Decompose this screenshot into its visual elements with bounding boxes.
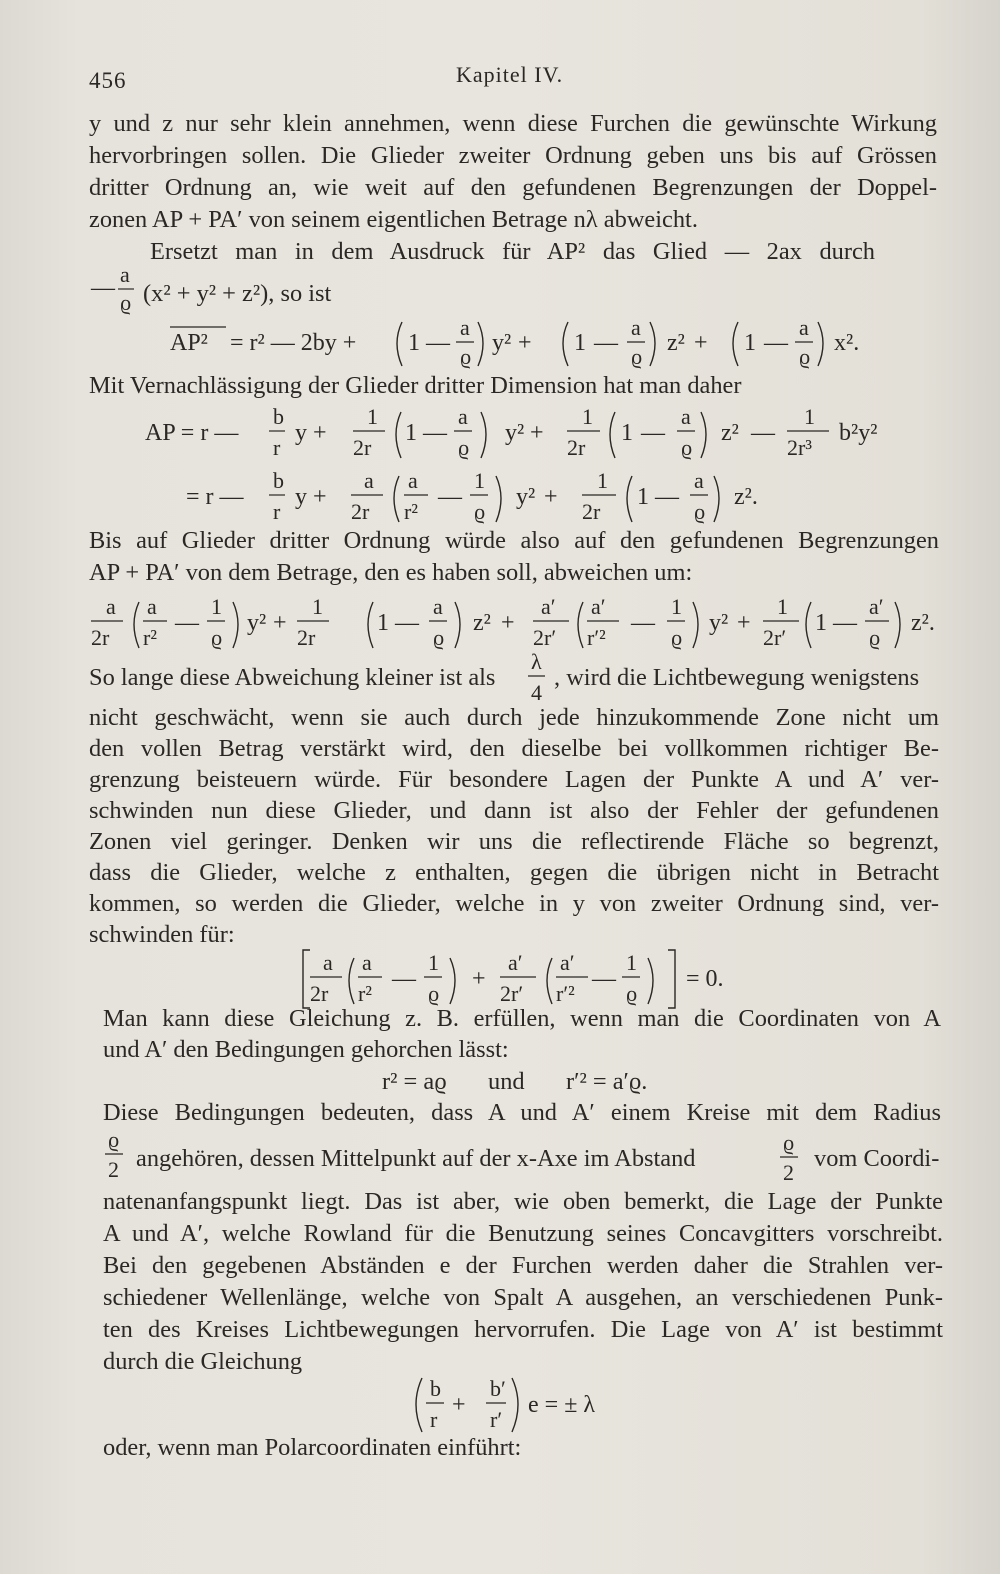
math-symbol: + xyxy=(472,966,486,992)
text-line: Man kann diese Gleichung z. B. erfüllen, wenn man die Coordinaten von A xyxy=(103,1005,941,1032)
math-symbol: 1 xyxy=(621,420,633,446)
math-symbol: ϱ xyxy=(460,344,472,369)
math-symbol: AP = r — xyxy=(145,420,239,446)
math-symbol: 2r′ xyxy=(533,625,557,650)
math-symbol: — xyxy=(641,420,665,446)
math-symbol: a xyxy=(408,468,418,493)
math-symbol: ϱ xyxy=(474,499,486,524)
math-symbol: 1 xyxy=(626,950,637,975)
math-symbol: 1 xyxy=(744,330,756,356)
math-symbol: — xyxy=(423,420,447,446)
math-symbol: ϱ xyxy=(120,290,132,315)
math-symbol: 2r xyxy=(353,435,372,460)
math-symbol: a xyxy=(364,468,374,493)
page-number: 456 xyxy=(89,68,127,93)
condition-und: und xyxy=(488,1068,525,1095)
math-symbol: a xyxy=(799,315,809,340)
text-line: nicht geschwächt, wenn sie auch durch jede hinzukommende Zone nicht um xyxy=(89,704,939,731)
text-line: den vollen Betrag verstärkt wird, den dieselbe bei vollkommen richtiger Be- xyxy=(89,735,939,762)
math-symbol: = r — xyxy=(186,484,244,510)
math-symbol: + xyxy=(452,1392,466,1418)
math-symbol: ϱ xyxy=(626,981,638,1006)
math-symbol: a′ xyxy=(541,594,556,619)
math-symbol: + xyxy=(501,610,515,636)
math-symbol: a xyxy=(460,315,470,340)
math-symbol: 1 xyxy=(312,594,323,619)
math-symbol: r² xyxy=(143,625,157,650)
math-symbol: — xyxy=(655,484,679,510)
math-symbol: a′ xyxy=(508,950,523,975)
math-symbol: y² xyxy=(505,420,525,446)
fraction-rho-half-2 xyxy=(778,1128,804,1193)
text-line: durch die Gleichung xyxy=(103,1348,303,1375)
math-symbol: r² xyxy=(404,499,418,524)
text-line: dass die Glieder, welche z enthalten, gegen die übrigen nicht in Betracht xyxy=(89,859,939,886)
math-symbol: 2r³ xyxy=(787,435,812,460)
inline-fraction xyxy=(89,262,149,330)
text-line: y und z nur sehr klein annehmen, wenn diese Furchen die gewünschte Wirkung xyxy=(89,110,937,137)
math-symbol: AP² xyxy=(170,330,208,356)
math-symbol: 2r xyxy=(582,499,601,524)
math-symbol: r′ xyxy=(490,1407,503,1432)
math-symbol: λ xyxy=(531,649,542,674)
math-symbol: z². xyxy=(734,484,758,510)
text-line: (x² + y² + z²), so ist xyxy=(143,280,332,307)
math-symbol: 1 xyxy=(428,950,439,975)
math-symbol: — xyxy=(91,275,115,301)
text-line: schiedener Wellenlänge, welche von Spalt A ausgehen, an verschiedenen Punk- xyxy=(103,1284,943,1311)
math-symbol: + xyxy=(313,420,327,446)
math-symbol: r xyxy=(273,499,281,524)
math-symbol: y xyxy=(295,420,307,446)
math-symbol: z² xyxy=(473,610,491,636)
math-symbol: 1 xyxy=(777,594,788,619)
math-symbol: r² xyxy=(358,981,372,1006)
math-symbol: 2 xyxy=(783,1160,794,1185)
math-symbol: y² xyxy=(516,484,536,510)
math-symbol: 1 xyxy=(582,404,593,429)
math-symbol: e = ± λ xyxy=(528,1392,595,1418)
math-symbol: 2r′ xyxy=(763,625,787,650)
math-symbol: ϱ xyxy=(869,625,881,650)
text-line: A und A′, welche Rowland für die Benutzung seines Concavgitters vorschreibt. xyxy=(103,1220,943,1247)
fraction-rho-half xyxy=(103,1125,129,1190)
math-symbol: — xyxy=(426,330,450,356)
math-symbol: z² xyxy=(667,330,685,356)
math-symbol: + xyxy=(530,420,544,446)
text-line: grenzung beisteuern würde. Für besondere Lagen der Punkte A und A′ ver- xyxy=(89,766,939,793)
math-symbol: + xyxy=(694,330,708,356)
math-symbol: 1 xyxy=(211,594,222,619)
math-symbol: 1 xyxy=(377,610,389,636)
math-symbol: ϱ xyxy=(799,344,811,369)
text-line: Diese Bedingungen bedeuten, dass A und A′ einem Kreise mit dem Radius xyxy=(103,1099,941,1126)
math-symbol: — xyxy=(395,610,419,636)
text-line: Bis auf Glieder dritter Ordnung würde also auf den gefundenen Begrenzungen xyxy=(89,527,939,554)
equation-ap-expansion-1 xyxy=(145,400,925,473)
text-line: ten des Kreises Lichtbewegungen hervorrufen. Die Lage von A′ ist bestimmt xyxy=(103,1316,943,1343)
math-symbol: + xyxy=(313,484,327,510)
math-symbol: y² xyxy=(247,610,267,636)
math-symbol: 1 xyxy=(597,468,608,493)
math-symbol: 2r′ xyxy=(500,981,524,1006)
math-symbol: 1 xyxy=(474,468,485,493)
running-title: Kapitel IV. xyxy=(456,62,564,87)
math-symbol: 1 xyxy=(574,330,586,356)
fraction-lambda-quarter xyxy=(526,645,550,710)
math-symbol: = r² — 2by + xyxy=(230,330,357,356)
math-symbol: 2r xyxy=(567,435,586,460)
math-symbol: a xyxy=(362,950,372,975)
math-symbol: r′² xyxy=(556,981,575,1006)
math-symbol: y xyxy=(295,484,307,510)
text-line: kommen, so werden die Glieder, welche in y von zweiter Ordnung sind, ver- xyxy=(89,890,939,917)
math-symbol: ϱ xyxy=(671,625,683,650)
math-symbol: ϱ xyxy=(211,625,223,650)
math-symbol: b xyxy=(273,404,284,429)
text-line: Zonen viel geringer. Denken wir uns die reflectirende Fläche so begrenzt, xyxy=(89,828,939,855)
math-symbol: = 0. xyxy=(686,966,724,992)
math-symbol: a′ xyxy=(869,594,884,619)
math-symbol: 1 xyxy=(405,420,417,446)
math-symbol: — xyxy=(833,610,857,636)
text-line: angehören, dessen Mittelpunkt auf der x-Axe im Abstand xyxy=(136,1145,696,1172)
text-line: hervorbringen sollen. Die Glieder zweiter Ordnung geben uns bis auf Grössen xyxy=(89,142,937,169)
math-symbol: 2r xyxy=(310,981,329,1006)
text-line: oder, wenn man Polarcoordinaten einführt: xyxy=(103,1434,522,1461)
math-symbol: + xyxy=(518,330,532,356)
math-symbol: y² xyxy=(709,610,729,636)
math-symbol: a xyxy=(323,950,333,975)
math-symbol: 1 xyxy=(804,404,815,429)
math-symbol: — xyxy=(592,966,616,992)
math-symbol: + xyxy=(544,484,558,510)
math-symbol: 4 xyxy=(531,680,542,705)
math-symbol: 2 xyxy=(108,1157,119,1182)
math-symbol: ϱ xyxy=(694,499,706,524)
math-symbol: r xyxy=(430,1407,438,1432)
condition-right: r′² = a′ϱ. xyxy=(566,1068,648,1095)
math-symbol: 2r xyxy=(91,625,110,650)
math-symbol: ϱ xyxy=(428,981,440,1006)
text-line: dritter Ordnung an, wie weit auf den gefundenen Begrenzungen der Doppel- xyxy=(89,174,937,201)
math-symbol: r xyxy=(273,435,281,460)
math-symbol: a xyxy=(681,404,691,429)
math-symbol: 1 xyxy=(671,594,682,619)
math-symbol: a xyxy=(433,594,443,619)
condition-left: r² = aϱ xyxy=(382,1068,447,1095)
math-symbol: — xyxy=(392,966,416,992)
math-symbol: — xyxy=(175,610,199,636)
math-symbol: b xyxy=(430,1376,441,1401)
math-symbol: 1 xyxy=(815,610,827,636)
math-symbol: ϱ xyxy=(681,435,693,460)
math-symbol: a xyxy=(631,315,641,340)
math-symbol: z². xyxy=(911,610,935,636)
math-symbol: + xyxy=(273,610,287,636)
math-symbol: a xyxy=(458,404,468,429)
math-symbol: a xyxy=(106,594,116,619)
text-line: , wird die Lichtbewegung wenigstens xyxy=(554,664,920,691)
math-symbol: y² xyxy=(492,330,512,356)
math-symbol: r′² xyxy=(587,625,606,650)
math-symbol: ϱ xyxy=(108,1127,120,1152)
text-line: schwinden für: xyxy=(89,921,235,948)
math-symbol: 1 xyxy=(367,404,378,429)
math-symbol: ϱ xyxy=(631,344,643,369)
equation-ap-squared xyxy=(170,310,870,380)
text-line: zonen AP + PA′ von seinem eigentlichen Betrage nλ abweicht. xyxy=(89,206,698,233)
math-symbol: x². xyxy=(834,330,860,356)
math-symbol: — xyxy=(751,420,775,446)
text-line: vom Coordi- xyxy=(814,1145,940,1172)
text-line: Mit Vernachlässigung der Glieder dritter Dimension hat man daher xyxy=(89,372,742,399)
text-line: schwinden nun diese Glieder, und dann ist also der Fehler der gefundenen xyxy=(89,797,939,824)
math-symbol: ϱ xyxy=(783,1130,795,1155)
math-symbol: — xyxy=(438,484,462,510)
math-symbol: — xyxy=(631,610,655,636)
math-symbol: + xyxy=(737,610,751,636)
math-symbol: a xyxy=(120,262,130,287)
text-line: Bei den gegebenen Abständen e der Furchen werden daher die Strahlen ver- xyxy=(103,1252,943,1279)
math-symbol: 1 xyxy=(408,330,420,356)
math-symbol: b²y² xyxy=(839,420,878,446)
math-symbol: a′ xyxy=(591,594,606,619)
text-line: natenanfangspunkt liegt. Das ist aber, wie oben bemerkt, die Lage der Punkte xyxy=(103,1188,943,1215)
math-symbol: a′ xyxy=(560,950,575,975)
math-symbol: a xyxy=(147,594,157,619)
math-symbol: ϱ xyxy=(458,435,470,460)
math-symbol: — xyxy=(594,330,618,356)
text-line: AP + PA′ von dem Betrage, den es haben soll, abweichen um: xyxy=(89,559,693,586)
math-symbol: a xyxy=(694,468,704,493)
math-symbol: 2r xyxy=(297,625,316,650)
math-symbol: b′ xyxy=(490,1376,506,1401)
math-symbol: 2r xyxy=(351,499,370,524)
math-symbol: ϱ xyxy=(433,625,445,650)
equation-deviation xyxy=(89,590,959,663)
text-line: So lange diese Abweichung kleiner ist als xyxy=(89,664,496,691)
math-symbol: z² xyxy=(721,420,739,446)
text-line: Ersetzt man in dem Ausdruck für AP² das Glied — 2ax durch xyxy=(150,238,875,265)
math-symbol: b xyxy=(273,468,284,493)
text-line: und A′ den Bedingungen gehorchen lässt: xyxy=(103,1036,509,1063)
math-symbol: 1 xyxy=(637,484,649,510)
math-symbol: — xyxy=(764,330,788,356)
